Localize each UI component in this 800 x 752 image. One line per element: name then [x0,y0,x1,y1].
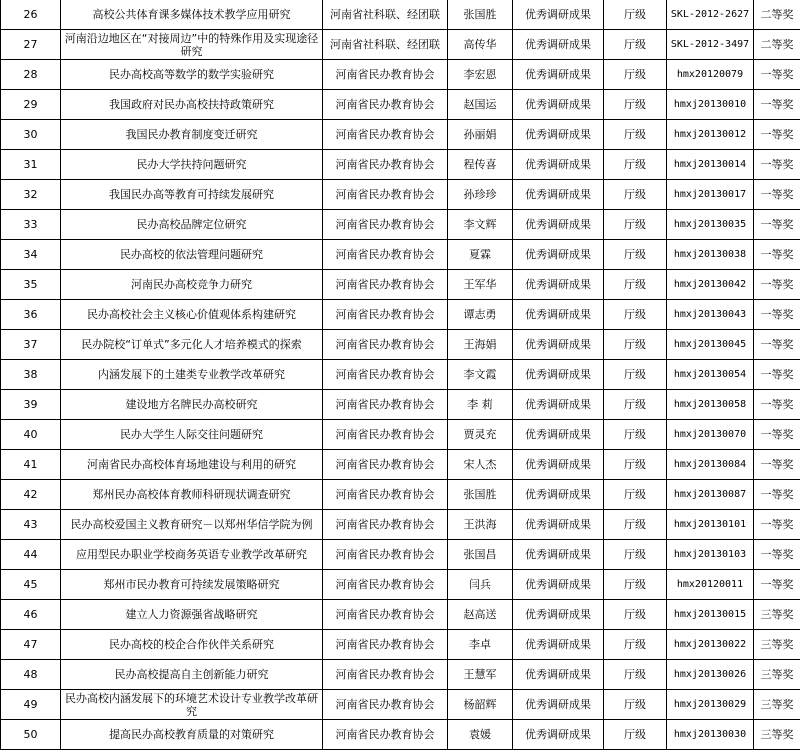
achievement-type-cell: 优秀调研成果 [513,510,604,540]
project-code-cell: hmxj20130042 [667,270,754,300]
level-cell: 厅级 [604,360,667,390]
row-number-cell: 38 [1,360,61,390]
table-body [1,0,800,750]
award-cell: 三等奖 [754,660,800,690]
organization-cell: 河南省民办教育协会 [323,90,448,120]
author-cell: 李文辉 [448,210,513,240]
author-cell: 王军华 [448,270,513,300]
project-code-cell: hmx20120011 [667,570,754,600]
project-title-cell: 我国政府对民办高校扶持政策研究 [61,90,323,120]
level-cell: 厅级 [604,450,667,480]
row-number-cell: 40 [1,420,61,450]
project-code-cell: hmxj20130014 [667,150,754,180]
level-cell: 厅级 [604,600,667,630]
level-cell: 厅级 [604,420,667,450]
project-code-cell: hmxj20130058 [667,390,754,420]
project-title-cell: 民办高校提高自主创新能力研究 [61,660,323,690]
author-cell: 闫兵 [448,570,513,600]
achievement-type-cell: 优秀调研成果 [513,60,604,90]
row-number-cell: 39 [1,390,61,420]
achievement-type-cell: 优秀调研成果 [513,30,604,60]
table-row [1,480,800,510]
project-title-cell: 郑州市民办教育可持续发展策略研究 [61,570,323,600]
table-row [1,630,800,660]
award-cell: 一等奖 [754,570,800,600]
level-cell: 厅级 [604,210,667,240]
organization-cell: 河南省民办教育协会 [323,360,448,390]
award-cell: 一等奖 [754,300,800,330]
row-number-cell: 30 [1,120,61,150]
organization-cell: 河南省民办教育协会 [323,720,448,750]
organization-cell: 河南省民办教育协会 [323,570,448,600]
author-cell: 赵国运 [448,90,513,120]
table-row [1,570,800,600]
table-row [1,60,800,90]
author-cell: 王海娟 [448,330,513,360]
row-number-cell: 34 [1,240,61,270]
award-cell: 三等奖 [754,600,800,630]
achievement-type-cell: 优秀调研成果 [513,150,604,180]
table-row [1,330,800,360]
project-code-cell: hmxj20130070 [667,420,754,450]
row-number-cell: 44 [1,540,61,570]
level-cell: 厅级 [604,0,667,30]
project-title-cell: 河南省民办高校体育场地建设与利用的研究 [61,450,323,480]
author-cell: 杨韶辉 [448,690,513,720]
level-cell: 厅级 [604,300,667,330]
achievement-type-cell: 优秀调研成果 [513,630,604,660]
organization-cell: 河南省民办教育协会 [323,510,448,540]
project-code-cell: hmxj20130026 [667,660,754,690]
project-title-cell: 民办高校社会主义核心价值观体系构建研究 [61,300,323,330]
row-number-cell: 46 [1,600,61,630]
level-cell: 厅级 [604,60,667,90]
achievement-type-cell: 优秀调研成果 [513,90,604,120]
author-cell: 袁媛 [448,720,513,750]
level-cell: 厅级 [604,150,667,180]
award-cell: 一等奖 [754,270,800,300]
row-number-cell: 45 [1,570,61,600]
author-cell: 张国胜 [448,480,513,510]
author-cell: 李 莉 [448,390,513,420]
project-code-cell: hmxj20130101 [667,510,754,540]
row-number-cell: 47 [1,630,61,660]
achievement-type-cell: 优秀调研成果 [513,450,604,480]
achievement-type-cell: 优秀调研成果 [513,570,604,600]
project-title-cell: 郑州民办高校体育教师科研现状调查研究 [61,480,323,510]
table-row [1,660,800,690]
row-number-cell: 50 [1,720,61,750]
organization-cell: 河南省民办教育协会 [323,690,448,720]
project-code-cell: hmxj20130030 [667,720,754,750]
row-number-cell: 27 [1,30,61,60]
author-cell: 张国胜 [448,0,513,30]
author-cell: 王洪海 [448,510,513,540]
award-cell: 三等奖 [754,630,800,660]
organization-cell: 河南省民办教育协会 [323,300,448,330]
row-number-cell: 26 [1,0,61,30]
achievement-type-cell: 优秀调研成果 [513,690,604,720]
project-code-cell: hmxj20130045 [667,330,754,360]
level-cell: 厅级 [604,660,667,690]
project-title-cell: 民办高校的校企合作伙伴关系研究 [61,630,323,660]
achievement-type-cell: 优秀调研成果 [513,240,604,270]
project-code-cell: hmxj20130054 [667,360,754,390]
author-cell: 谭志勇 [448,300,513,330]
author-cell: 程传喜 [448,150,513,180]
table-row [1,120,800,150]
table-row [1,270,800,300]
award-cell: 二等奖 [754,0,800,30]
organization-cell: 河南省民办教育协会 [323,480,448,510]
level-cell: 厅级 [604,720,667,750]
award-cell: 三等奖 [754,720,800,750]
table-row [1,600,800,630]
achievement-type-cell: 优秀调研成果 [513,600,604,630]
project-title-cell: 建设地方名牌民办高校研究 [61,390,323,420]
project-code-cell: hmxj20130022 [667,630,754,660]
project-title-cell: 民办高校内涵发展下的环境艺术设计专业教学改革研究 [61,690,323,720]
award-cell: 一等奖 [754,360,800,390]
project-code-cell: hmx20120079 [667,60,754,90]
achievement-type-cell: 优秀调研成果 [513,210,604,240]
achievement-type-cell: 优秀调研成果 [513,180,604,210]
level-cell: 厅级 [604,270,667,300]
project-code-cell: hmxj20130087 [667,480,754,510]
author-cell: 张国昌 [448,540,513,570]
level-cell: 厅级 [604,630,667,660]
project-title-cell: 民办高校品牌定位研究 [61,210,323,240]
achievement-type-cell: 优秀调研成果 [513,720,604,750]
achievement-type-cell: 优秀调研成果 [513,330,604,360]
project-code-cell: hmxj20130038 [667,240,754,270]
achievement-type-cell: 优秀调研成果 [513,360,604,390]
organization-cell: 河南省民办教育协会 [323,240,448,270]
author-cell: 高传华 [448,30,513,60]
level-cell: 厅级 [604,540,667,570]
project-code-cell: hmxj20130010 [667,90,754,120]
table-row [1,30,800,60]
award-cell: 一等奖 [754,480,800,510]
project-title-cell: 民办高校的依法管理问题研究 [61,240,323,270]
author-cell: 赵高送 [448,600,513,630]
author-cell: 王慧军 [448,660,513,690]
table-row [1,510,800,540]
organization-cell: 河南省民办教育协会 [323,420,448,450]
project-code-cell: hmxj20130043 [667,300,754,330]
project-title-cell: 建立人力资源强省战略研究 [61,600,323,630]
organization-cell: 河南省民办教育协会 [323,660,448,690]
table-row [1,690,800,720]
award-cell: 一等奖 [754,60,800,90]
row-number-cell: 32 [1,180,61,210]
author-cell: 孙丽娟 [448,120,513,150]
row-number-cell: 31 [1,150,61,180]
level-cell: 厅级 [604,180,667,210]
project-title-cell: 民办大学生人际交往问题研究 [61,420,323,450]
row-number-cell: 49 [1,690,61,720]
row-number-cell: 29 [1,90,61,120]
project-code-cell: hmxj20130017 [667,180,754,210]
project-code-cell: hmxj20130029 [667,690,754,720]
award-cell: 一等奖 [754,150,800,180]
project-code-cell: SKL-2012-2627 [667,0,754,30]
organization-cell: 河南省民办教育协会 [323,540,448,570]
award-cell: 一等奖 [754,540,800,570]
author-cell: 李文霞 [448,360,513,390]
achievement-type-cell: 优秀调研成果 [513,120,604,150]
organization-cell: 河南省社科联、经团联 [323,30,448,60]
author-cell: 夏霖 [448,240,513,270]
award-cell: 二等奖 [754,30,800,60]
organization-cell: 河南省民办教育协会 [323,210,448,240]
achievement-type-cell: 优秀调研成果 [513,270,604,300]
project-title-cell: 民办高校爱国主义教育研究－以郑州华信学院为例 [61,510,323,540]
award-cell: 一等奖 [754,120,800,150]
level-cell: 厅级 [604,330,667,360]
project-code-cell: SKL-2012-3497 [667,30,754,60]
author-cell: 宋人杰 [448,450,513,480]
project-title-cell: 应用型民办职业学校商务英语专业教学改革研究 [61,540,323,570]
achievement-type-cell: 优秀调研成果 [513,480,604,510]
table-row [1,300,800,330]
organization-cell: 河南省民办教育协会 [323,630,448,660]
table-row [1,720,800,750]
award-cell: 一等奖 [754,420,800,450]
author-cell: 李宏恩 [448,60,513,90]
project-code-cell: hmxj20130035 [667,210,754,240]
row-number-cell: 33 [1,210,61,240]
table-row [1,360,800,390]
award-cell: 一等奖 [754,510,800,540]
organization-cell: 河南省民办教育协会 [323,270,448,300]
author-cell: 李卓 [448,630,513,660]
award-cell: 一等奖 [754,330,800,360]
organization-cell: 河南省民办教育协会 [323,600,448,630]
award-cell: 一等奖 [754,180,800,210]
row-number-cell: 37 [1,330,61,360]
organization-cell: 河南省民办教育协会 [323,150,448,180]
table-row [1,420,800,450]
row-number-cell: 41 [1,450,61,480]
row-number-cell: 48 [1,660,61,690]
row-number-cell: 28 [1,60,61,90]
organization-cell: 河南省民办教育协会 [323,60,448,90]
table-row [1,390,800,420]
project-code-cell: hmxj20130103 [667,540,754,570]
project-title-cell: 河南民办高校竞争力研究 [61,270,323,300]
level-cell: 厅级 [604,510,667,540]
project-title-cell: 提高民办高校教育质量的对策研究 [61,720,323,750]
level-cell: 厅级 [604,690,667,720]
author-cell: 贾灵充 [448,420,513,450]
award-cell: 一等奖 [754,90,800,120]
table-row [1,210,800,240]
project-code-cell: hmxj20130012 [667,120,754,150]
organization-cell: 河南省民办教育协会 [323,330,448,360]
organization-cell: 河南省社科联、经团联 [323,0,448,30]
project-title-cell: 我国民办教育制度变迁研究 [61,120,323,150]
project-title-cell: 民办高校高等数学的数学实验研究 [61,60,323,90]
award-cell: 一等奖 [754,240,800,270]
project-title-cell: 民办大学扶持问题研究 [61,150,323,180]
table-row [1,150,800,180]
table-row [1,240,800,270]
achievement-type-cell: 优秀调研成果 [513,420,604,450]
level-cell: 厅级 [604,390,667,420]
table-row [1,540,800,570]
project-title-cell: 民办院校“订单式”多元化人才培养模式的探索 [61,330,323,360]
level-cell: 厅级 [604,30,667,60]
award-cell: 一等奖 [754,450,800,480]
row-number-cell: 42 [1,480,61,510]
row-number-cell: 35 [1,270,61,300]
award-cell: 一等奖 [754,210,800,240]
organization-cell: 河南省民办教育协会 [323,450,448,480]
organization-cell: 河南省民办教育协会 [323,390,448,420]
project-code-cell: hmxj20130015 [667,600,754,630]
project-title-cell: 内涵发展下的土建类专业教学改革研究 [61,360,323,390]
row-number-cell: 43 [1,510,61,540]
achievement-type-cell: 优秀调研成果 [513,390,604,420]
table-row [1,180,800,210]
achievement-type-cell: 优秀调研成果 [513,300,604,330]
author-cell: 孙珍珍 [448,180,513,210]
award-cell: 一等奖 [754,390,800,420]
project-code-cell: hmxj20130084 [667,450,754,480]
level-cell: 厅级 [604,120,667,150]
table-row [1,450,800,480]
level-cell: 厅级 [604,240,667,270]
achievement-type-cell: 优秀调研成果 [513,0,604,30]
project-title-cell: 河南沿边地区在“对接周边”中的特殊作用及实现途径研究 [61,30,323,60]
level-cell: 厅级 [604,90,667,120]
achievement-type-cell: 优秀调研成果 [513,660,604,690]
row-number-cell: 36 [1,300,61,330]
table-row [1,0,800,30]
organization-cell: 河南省民办教育协会 [323,180,448,210]
table-row [1,90,800,120]
award-cell: 三等奖 [754,690,800,720]
project-title-cell: 高校公共体育课多媒体技术教学应用研究 [61,0,323,30]
project-title-cell: 我国民办高等教育可持续发展研究 [61,180,323,210]
level-cell: 厅级 [604,480,667,510]
organization-cell: 河南省民办教育协会 [323,120,448,150]
achievement-type-cell: 优秀调研成果 [513,540,604,570]
level-cell: 厅级 [604,570,667,600]
